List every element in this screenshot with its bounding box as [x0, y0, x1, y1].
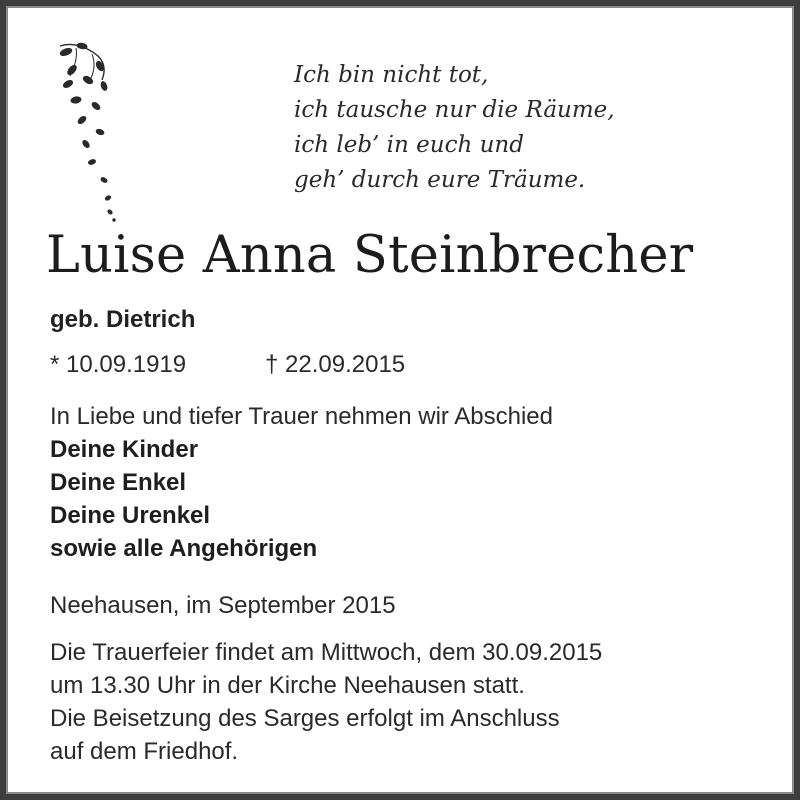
- birth-date: * 10.09.1919: [50, 351, 187, 378]
- place-date: Neehausen, im September 2015: [50, 592, 396, 619]
- poem-line: ich leb’ in euch und: [294, 132, 524, 158]
- life-dates: [50, 351, 406, 379]
- funeral-notice: [50, 636, 602, 768]
- poem-line: Ich bin nicht tot,: [294, 62, 489, 88]
- mourner-line: Deine Urenkel: [50, 502, 211, 529]
- farewell-block: [50, 400, 553, 565]
- funeral-line: Die Beisetzung des Sarges erfolgt im Anschluss: [50, 705, 560, 732]
- falling-leaves-icon: [52, 40, 122, 230]
- mourner-line: Deine Kinder: [50, 436, 199, 463]
- poem-line: geh’ durch eure Träume.: [294, 167, 586, 193]
- deceased-name: Luise Anna Steinbrecher: [46, 226, 694, 285]
- funeral-line: auf dem Friedhof.: [50, 738, 239, 765]
- poem: [294, 58, 615, 198]
- farewell-intro: In Liebe und tiefer Trauer nehmen wir Abschied: [50, 403, 553, 430]
- funeral-line: Die Trauerfeier findet am Mittwoch, dem 30.09.2015: [50, 639, 603, 666]
- mourner-line: Deine Enkel: [50, 469, 187, 496]
- maiden-name: geb. Dietrich: [50, 306, 196, 333]
- funeral-line: um 13.30 Uhr in der Kirche Neehausen statt.: [50, 672, 525, 699]
- poem-line: ich tausche nur die Räume,: [294, 97, 615, 123]
- death-date: † 22.09.2015: [265, 351, 406, 378]
- mourner-line: sowie alle Angehörigen: [50, 535, 318, 562]
